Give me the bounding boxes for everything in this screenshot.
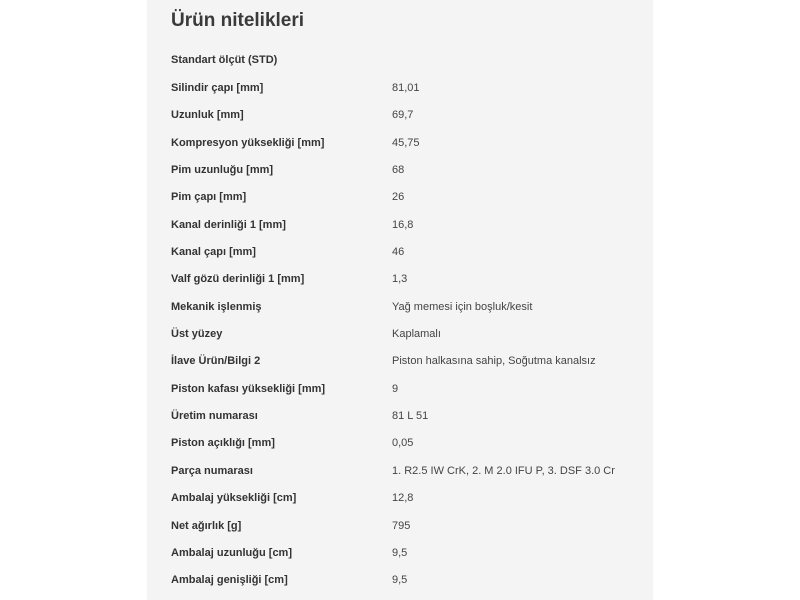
attribute-label: Piston kafası yüksekliği [mm] [171,382,326,395]
attribute-label: Ambalaj yüksekliği [cm] [171,492,297,505]
attribute-label: Üretim numarası [171,410,258,423]
attribute-value: 9 [392,382,399,395]
attribute-row [147,238,653,265]
attribute-row [147,74,653,101]
attribute-value: 12,8 [392,492,414,505]
attribute-value: 46 [392,246,405,259]
attribute-row [147,101,653,128]
attribute-label: Silindir çapı [mm] [171,82,264,94]
attribute-label: Kanal çapı [mm] [171,246,256,259]
attribute-label: Valf gözü derinliği 1 [mm] [171,273,305,286]
attribute-row [147,211,653,238]
attribute-row [147,402,653,429]
attributes-table [147,74,653,594]
attribute-row [147,457,653,484]
attribute-value: 69,7 [392,109,414,122]
attribute-value: 81 L 51 [392,410,429,423]
attribute-row [147,293,653,320]
attribute-value: 16,8 [392,218,414,231]
attribute-value: 81,01 [392,82,420,94]
attribute-value: 795 [392,519,411,532]
attribute-value: 1,3 [392,273,408,286]
attribute-value: Kaplamalı [392,328,441,341]
attribute-row [147,375,653,402]
attribute-label: Kanal derinliği 1 [mm] [171,218,286,231]
attribute-row [147,429,653,456]
attribute-label: Ambalaj genişliği [cm] [171,574,288,587]
attribute-value: 26 [392,191,405,204]
attribute-row [147,265,653,292]
attribute-label: Kompresyon yüksekliği [mm] [171,136,325,149]
attribute-value: 1. R2.5 IW CrK, 2. M 2.0 IFU P, 3. DSF 3.0 Cr [392,464,615,477]
attribute-value: 68 [392,164,405,177]
attribute-label: Piston açıklığı [mm] [171,437,275,450]
attribute-label: Pim uzunluğu [mm] [171,164,274,177]
attribute-value: 45,75 [392,136,420,149]
panel-title: Ürün nitelikleri [171,10,305,31]
attribute-value: 9,5 [392,546,408,559]
attribute-label: Mekanik işlenmiş [171,300,262,313]
attribute-row [147,156,653,183]
attribute-label: Ambalaj uzunluğu [cm] [171,546,292,559]
attribute-label: Pim çapı [mm] [171,191,247,204]
attribute-label: Parça numarası [171,464,253,477]
attribute-value: 0,05 [392,437,414,450]
attribute-label: Uzunluk [mm] [171,109,244,122]
product-attributes-panel [147,0,653,600]
attribute-row [147,566,653,593]
attribute-row [147,347,653,374]
attribute-label: Net ağırlık [g] [171,519,242,532]
attribute-row [147,183,653,210]
attribute-row [147,129,653,156]
attribute-value: Piston halkasına sahip, Soğutma kanalsız [392,355,596,368]
attribute-row [147,484,653,511]
attribute-value: Yağ memesi için boşluk/kesit [392,300,533,313]
section-heading: Standart ölçüt (STD) [171,54,278,66]
attribute-row [147,539,653,566]
attribute-label: İlave Ürün/Bilgi 2 [171,355,261,368]
attribute-row [147,512,653,539]
attribute-label: Üst yüzey [171,328,223,341]
attribute-value: 9,5 [392,574,408,587]
attribute-row [147,320,653,347]
